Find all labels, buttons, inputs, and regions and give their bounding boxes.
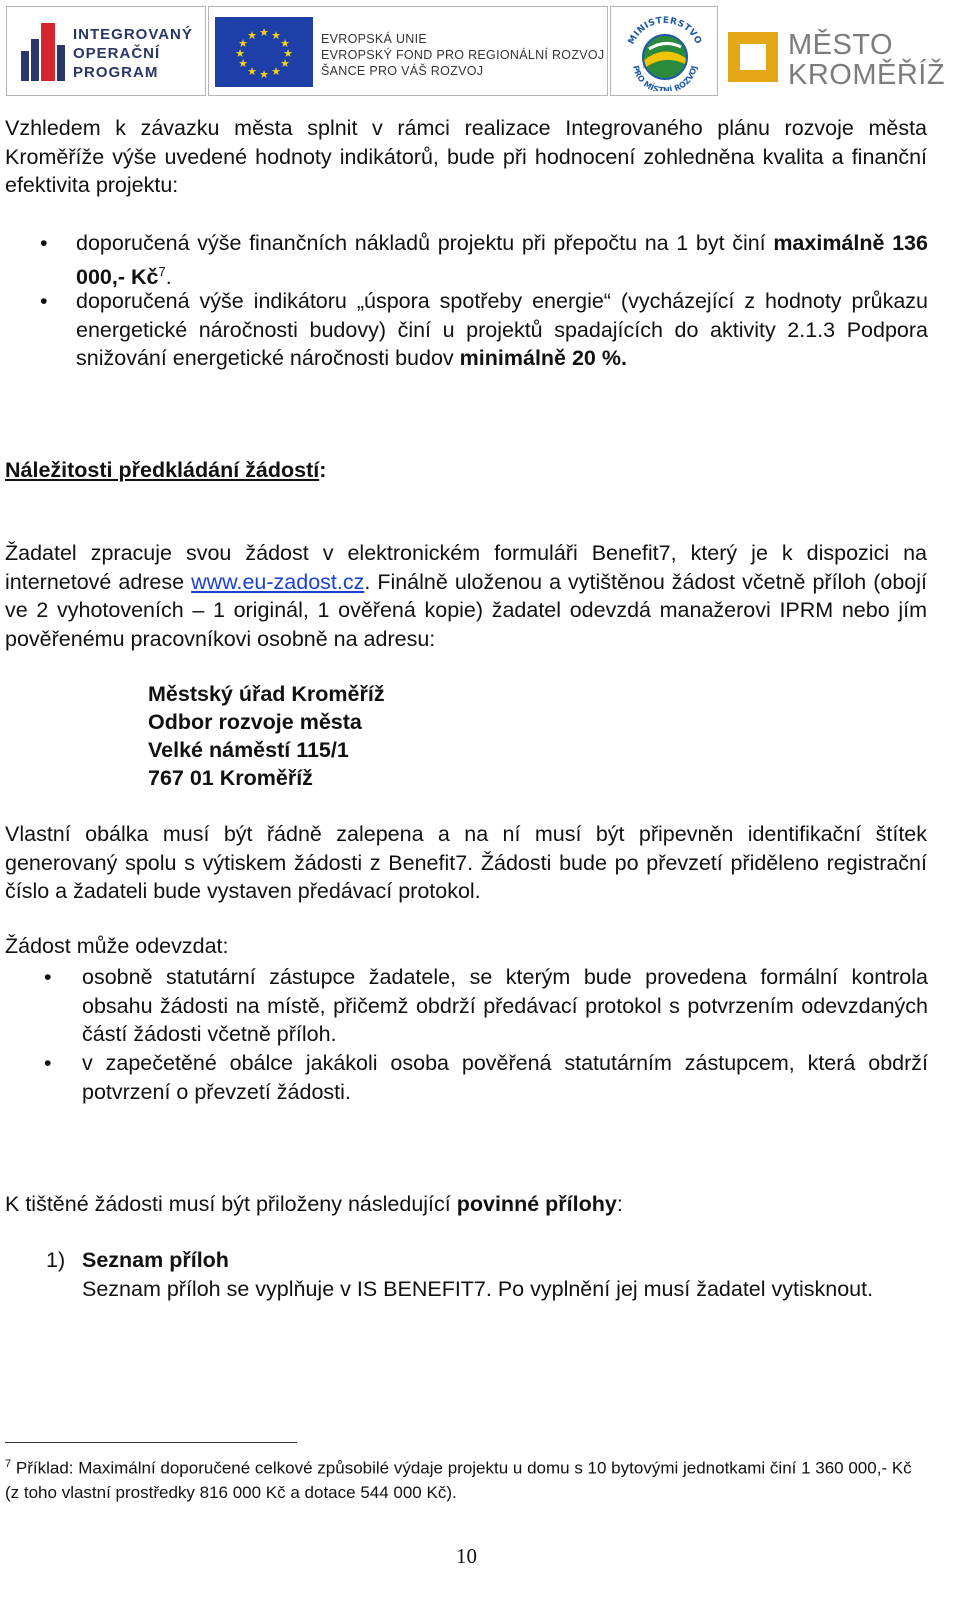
svg-text:★: ★ <box>238 57 248 70</box>
svg-text:★: ★ <box>247 29 257 42</box>
svg-text:★: ★ <box>280 57 290 70</box>
list-item-title: Seznam příloh <box>82 1248 229 1272</box>
eu-zadost-link[interactable]: www.eu-zadost.cz <box>191 569 365 594</box>
bullet-marker: • <box>44 965 52 989</box>
intro-paragraph: Vzhledem k závazku města splnit v rámci realizace Integrovaného plánu rozvoje města Kroměříže výše uvedené hodnoty indikátorů, bude při hodnocení zohledněna kvalita a finanční efektivita projektu: <box>5 116 927 197</box>
iop-logo-text: INTEGROVANÝ OPERAČNÍ PROGRAM <box>73 26 193 81</box>
list-item-attachments <box>82 1246 928 1303</box>
iop-bars-icon <box>21 23 67 81</box>
svg-text:★: ★ <box>283 47 293 60</box>
bullet-statutory: osobně statutární zástupce žadatele, se kterým bude provedena formální kontrola obsahu žádosti na místě, přičemž obdrží předávací protokol s potvrzením odevzdaných částí žádosti včetně příloh. <box>82 965 928 1046</box>
mmr-logo <box>610 6 718 96</box>
address-line: 767 01 Kroměříž <box>148 766 313 790</box>
bullet-sealed-envelope: v zapečetěné obálce jakákoli osoba pověřená statutárním zástupcem, která obdrží potvrzení o převzetí žádosti. <box>82 1051 928 1104</box>
list-item-desc: Seznam příloh se vyplňuje v IS BENEFIT7. Po vyplnění jej musí žadatel vytisknout. <box>82 1276 874 1301</box>
svg-text:★: ★ <box>247 65 257 78</box>
mmr-bottom-text: PRO MÍSTNÍ ROZVOJ <box>631 64 699 91</box>
section-heading: Náležitosti předkládání žádostí: <box>5 458 327 482</box>
svg-text:★: ★ <box>259 68 269 81</box>
submission-paragraph: Žadatel zpracuje svou žádost v elektronickém formuláři Benefit7, který je k dispozici na internetové adrese www.eu-zadost.cz. Finálně uloženou a vytištěnou žádost včetně příloh (obojí ve 2 vyhotoveních – 1 originál, 1 ověřená kopie) žadatel odevzdá manažerovi IPRM nebo jím pověřenému pracovníkovi osobně na adresu: <box>5 541 927 651</box>
address-line: Městský úřad Kroměříž <box>148 682 385 706</box>
svg-text:★: ★ <box>238 37 248 50</box>
bullet-cost: doporučená výše finančních nákladů projektu při přepočtu na 1 byt činí maximálně 136 000,- Kč$^7$. <box>76 231 928 289</box>
ministry-emblem-icon <box>619 13 711 91</box>
eu-logo-text: EVROPSKÁ UNIE EVROPSKÝ FOND PRO REGIONÁLNÍ ROZVOJ ŠANCE PRO VÁŠ ROZVOJ <box>321 32 605 78</box>
svg-text:★: ★ <box>235 47 245 60</box>
footnote: $^7$ Příklad: Maximální doporučené celkové způsobilé výdaje projektu u domu s 10 bytovými jednotkami činí 1 360 000,- Kč (z toho vlastní prostředky 816 000 Kč a dotace 544 000 Kč). <box>5 1458 912 1502</box>
svg-text:★: ★ <box>271 29 281 42</box>
submit-label: Žádost může odevzdat: <box>5 934 229 958</box>
bullet-marker: • <box>44 1051 52 1075</box>
footnote-divider <box>5 1442 297 1443</box>
city-logo-text: MĚSTO KROMĚŘÍŽ <box>788 29 946 91</box>
iop-logo <box>6 6 206 96</box>
page-number: 10 <box>456 1544 477 1568</box>
attachments-intro: K tištěné žádosti musí být přiloženy následující povinné přílohy: <box>5 1192 623 1216</box>
logo-header <box>6 6 946 96</box>
eu-flag-icon <box>215 17 313 87</box>
bullet-marker: • <box>40 231 48 255</box>
address-line: Odbor rozvoje města <box>148 710 362 734</box>
footnote-ref: 7 <box>158 263 166 279</box>
address-line: Velké náměstí 115/1 <box>148 738 349 762</box>
bullet-marker: • <box>40 289 48 313</box>
list-number: 1) <box>46 1248 66 1272</box>
mmr-top-text: MINISTERSTVO <box>626 15 704 47</box>
city-emblem-icon <box>728 32 778 82</box>
svg-text:★: ★ <box>271 65 281 78</box>
svg-text:★: ★ <box>280 37 290 50</box>
bullet-energy: doporučená výše indikátoru „úspora spotřeby energie“ (vycházející z hodnoty průkazu energetické náročnosti budovy) činí u projektů spadajících do aktivity 2.1.3 Podpora snižování energetické náročnosti budov minimálně 20 %. <box>76 289 928 370</box>
eu-logo <box>208 6 608 96</box>
svg-text:★: ★ <box>259 26 269 39</box>
envelope-paragraph: Vlastní obálka musí být řádně zalepena a na ní musí být připevněn identifikační štítek generovaný spolu s výtiskem žádosti z Benefit7. Žádosti bude po převzetí přiděleno registrační číslo a žadateli bude vystaven předávací protokol. <box>5 822 927 903</box>
